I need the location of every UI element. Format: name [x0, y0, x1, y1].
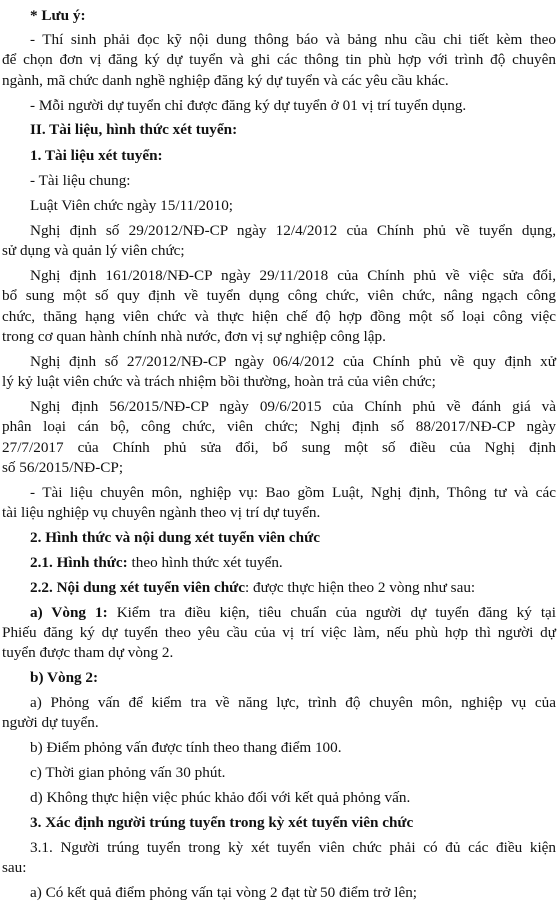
- decree-161-line-1: Nghị định 161/2018/NĐ-CP ngày 29/11/2018 của Chính phủ về việc sửa đổi,: [30, 267, 556, 285]
- content-label: 2.2. Nội dung xét tuyển viên chức: [30, 578, 245, 596]
- note-paragraph-1-line-1: - Thí sinh phải đọc kỹ nội dung thông báo và bảng nhu cầu chi tiết kèm theo: [30, 31, 556, 48]
- general-documents-label: - Tài liệu chung:: [30, 172, 131, 190]
- round-2-label: b) Vòng 2:: [30, 669, 99, 687]
- form-text: theo hình thức xét tuyển.: [127, 553, 283, 571]
- decree-29-line-2: sử dụng và quản lý viên chức;: [2, 242, 185, 260]
- round-2-item-b: b) Điểm phỏng vấn được tính theo thang điểm 100.: [30, 739, 342, 757]
- section-3-1-line-1: 3.1. Người trúng tuyển trong kỳ xét tuyển viên chức phải có đủ các điều kiện: [30, 838, 556, 856]
- round-1-line-2: Phiếu đăng ký dự tuyển theo yêu cầu của vị trí việc làm, nếu phù hợp thì người dự: [2, 623, 556, 641]
- form-label: 2.1. Hình thức:: [30, 553, 128, 571]
- decree-161-line-2: bổ sung một số quy định về tuyển dụng công chức, viên chức, nâng ngạch công: [2, 287, 556, 305]
- decree-56-line-2: phân loại cán bộ, công chức, viên chức; Nghị định số 88/2017/NĐ-CP ngày: [2, 418, 556, 436]
- round-2-item-a-line-2: người dự tuyển.: [2, 714, 99, 732]
- round-2-item-d: d) Không thực hiện việc phúc khảo đối với kết quả phỏng vấn.: [30, 789, 411, 806]
- decree-161-line-3: chức, thăng hạng viên chức và thực hiện chế độ hợp đồng một số loại công việc: [2, 307, 556, 325]
- specialized-documents-line-1: - Tài liệu chuyên môn, nghiệp vụ: Bao gồm Luật, Nghị định, Thông tư và các: [30, 483, 556, 501]
- round-1-line-3: tuyển được tham dự vòng 2.: [2, 644, 174, 662]
- section-3-1-item-a: a) Có kết quả điểm phỏng vấn tại vòng 2 đạt từ 50 điểm trở lên;: [30, 884, 418, 901]
- decree-161-line-4: trong cơ quan hành chính nhà nước, đơn vị sự nghiệp công lập.: [2, 327, 386, 345]
- content-line: [30, 578, 475, 598]
- section-3-1-line-2: sau:: [2, 859, 27, 877]
- specialized-documents-line-2: tài liệu nghiệp vụ chuyên ngành theo vị trí dự tuyển.: [2, 504, 321, 522]
- round-1-line-1: [30, 603, 556, 623]
- round-1-label: a) Vòng 1:: [30, 603, 108, 621]
- round-2-item-a-line-1: a) Phỏng vấn để kiểm tra về năng lực, trình độ chuyên môn, nghiệp vụ của: [30, 694, 556, 711]
- decree-27-line-2: lý kỷ luật viên chức và trách nhiệm bồi thường, hoàn trả của viên chức;: [2, 373, 436, 391]
- note-paragraph-1-line-3: ngành, mã chức danh nghề nghiệp đăng ký dự tuyển và các yêu cầu khác.: [2, 71, 449, 89]
- decree-56-line-4: số 56/2015/NĐ-CP;: [2, 458, 124, 476]
- round-1-text: Kiểm tra điều kiện, tiêu chuẩn của người dự tuyển đăng ký tại: [107, 603, 556, 621]
- decree-56-line-1: Nghị định 56/2015/NĐ-CP ngày 09/6/2015 của Chính phủ về đánh giá và: [30, 398, 556, 415]
- subsection-3-heading: 3. Xác định người trúng tuyển trong kỳ xét tuyển viên chức: [30, 813, 414, 831]
- note-paragraph-1-line-2: để chọn đơn vị đăng ký dự tuyển và ghi các thông tin phù hợp với trình độ chuyên: [2, 51, 556, 69]
- content-text: : được thực hiện theo 2 vòng như sau:: [245, 578, 476, 596]
- form-line: [30, 553, 283, 573]
- note-title: * Lưu ý:: [30, 7, 86, 24]
- law-reference: Luật Viên chức ngày 15/11/2010;: [30, 197, 234, 214]
- note-paragraph-2: - Mỗi người dự tuyển chỉ được đăng ký dự tuyển ở 01 vị trí tuyển dụng.: [30, 96, 467, 114]
- subsection-1-heading: 1. Tài liệu xét tuyển:: [30, 147, 163, 165]
- section-2-heading: II. Tài liệu, hình thức xét tuyển:: [30, 121, 238, 139]
- decree-29-line-1: Nghị định số 29/2012/NĐ-CP ngày 12/4/2012 của Chính phủ về tuyển dụng,: [30, 221, 556, 239]
- subsection-2-heading: 2. Hình thức và nội dung xét tuyển viên chức: [30, 529, 320, 546]
- decree-27-line-1: Nghị định số 27/2012/NĐ-CP ngày 06/4/2012 của Chính phủ về quy định xử: [30, 352, 556, 370]
- decree-56-line-3: 27/7/2017 của Chính phủ sửa đổi, bổ sung một số điều của Nghị định: [2, 438, 556, 456]
- round-2-item-c: c) Thời gian phỏng vấn 30 phút.: [30, 764, 226, 782]
